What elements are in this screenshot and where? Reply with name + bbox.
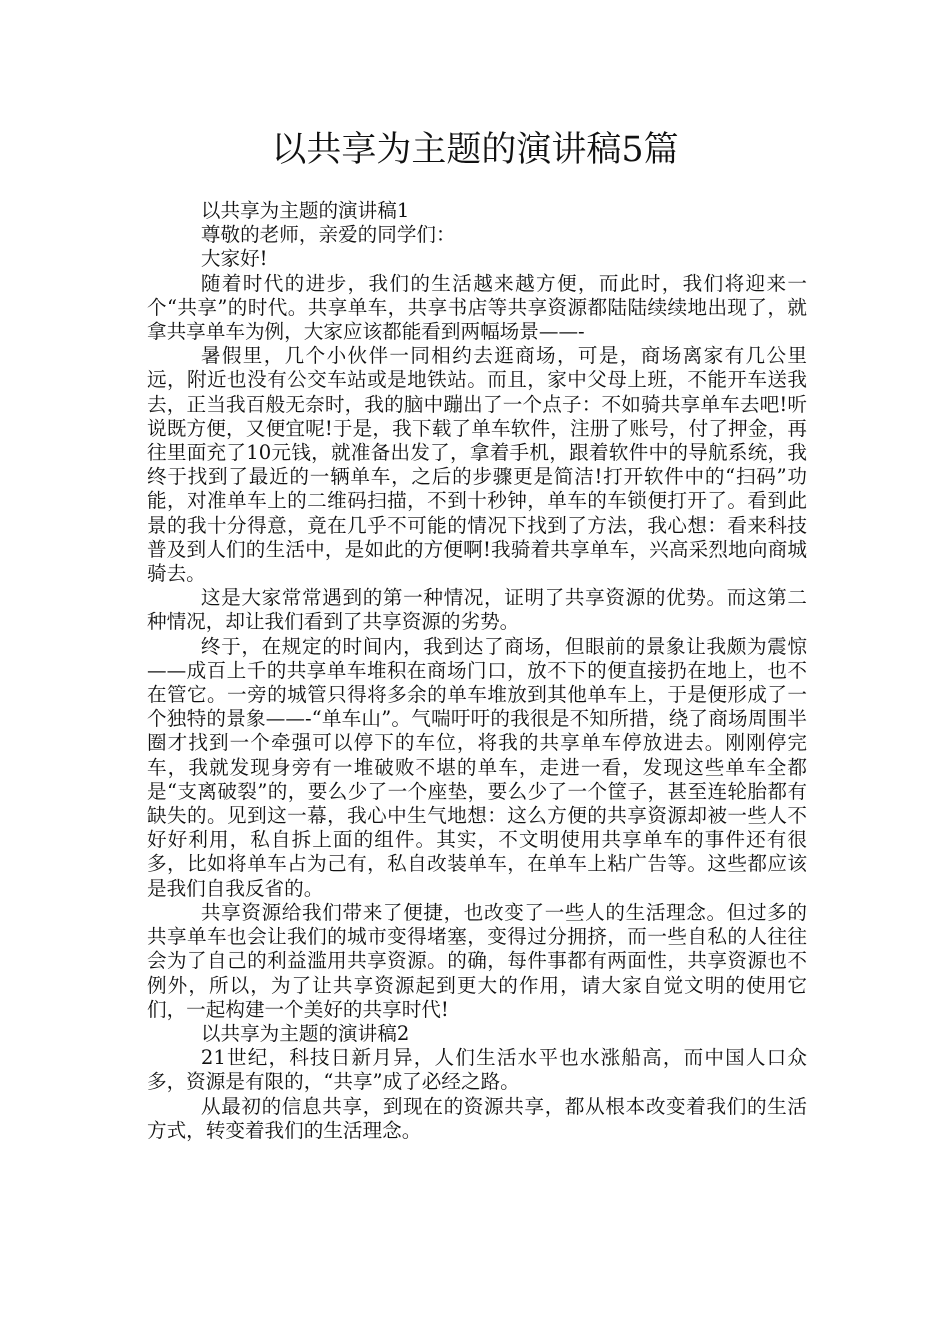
document-body bbox=[147, 199, 807, 1143]
section-heading-2: 以共享为主题的演讲稿2 bbox=[200, 1021, 410, 1045]
greeting: 大家好! bbox=[200, 247, 268, 271]
document-title: 以共享为主题的演讲稿5篇 bbox=[271, 130, 679, 170]
salutation: 尊敬的老师，亲爱的同学们： bbox=[200, 223, 456, 247]
paragraph: 共享资源给我们带来了便捷，也改变了一些人的生活理念。但过多的共享单车也会让我们的城市变得堵塞，变得过分拥挤，而一些自私的人往往会为了自己的利益滥用共享资源。的确，每件事都有两面性，共享资源也不例外，所以，为了让共享资源起到更大的作用，请大家自觉文明的使用它们，一起构建一个美好的共享时代! bbox=[147, 900, 807, 1021]
paragraph: 终于，在规定的时间内，我到达了商场，但眼前的景象让我颇为震惊——成百上千的共享单车堆积在商场门口，放不下的便直接扔在地上，也不在管它。一旁的城管只得将多余的单车堆放到其他单车上，于是便形成了一个独特的景象——-“单车山”。气喘吁吁的我很是不知所措，绕了商场周围半圈才找到一个牵强可以停下的车位，将我的共享单车停放进去。刚刚停完车，我就发现身旁有一堆破败不堪的单车，走进一看，发现这些单车全都是“支离破裂”的，要么少了一个座垫，要么少了一个筐子，甚至连轮胎都有缺失的。见到这一幕，我心中生气地想：这么方便的共享资源却被一些人不好好利用，私自拆上面的组件。其实，不文明使用共享单车的事件还有很多，比如将单车占为己有，私自改装单车，在单车上粘广告等。这些都应该是我们自我反省的。 bbox=[147, 634, 807, 900]
paragraph: 21世纪，科技日新月异，人们生活水平也水涨船高，而中国人口众多，资源是有限的，“共享”成了必经之路。 bbox=[147, 1046, 807, 1094]
paragraph: 从最初的信息共享，到现在的资源共享，都从根本改变着我们的生活方式，转变着我们的生活理念。 bbox=[147, 1094, 807, 1142]
paragraph: 这是大家常常遇到的第一种情况，证明了共享资源的优势。而这第二种情况，却让我们看到了共享资源的劣势。 bbox=[147, 586, 807, 634]
section-heading-1: 以共享为主题的演讲稿1 bbox=[200, 199, 410, 222]
paragraph: 随着时代的进步，我们的生活越来越方便，而此时，我们将迎来一个“共享”的时代。共享单车，共享书店等共享资源都陆陆续续地出现了，就拿共享单车为例，大家应该都能看到两幅场景——- bbox=[147, 271, 807, 344]
paragraph: 暑假里，几个小伙伴一同相约去逛商场，可是，商场离家有几公里远，附近也没有公交车站或是地铁站。而且，家中父母上班，不能开车送我去，正当我百般无奈时，我的脑中蹦出了一个点子：不如骑共享单车去吧!听说既方便，又便宜呢!于是，我下载了单车软件，注册了账号，付了押金，再往里面充了10元钱，就准备出发了，拿着手机，跟着软件中的导航系统，我终于找到了最近的一辆单车，之后的步骤更是简洁!打开软件中的“扫码”功能，对准单车上的二维码扫描，不到十秒钟，单车的车锁便打开了。看到此景的我十分得意，竟在几乎不可能的情况下找到了方法，我心想：看来科技普及到人们的生活中，是如此的方便啊!我骑着共享单车，兴高采烈地向商城骑去。 bbox=[147, 344, 807, 586]
